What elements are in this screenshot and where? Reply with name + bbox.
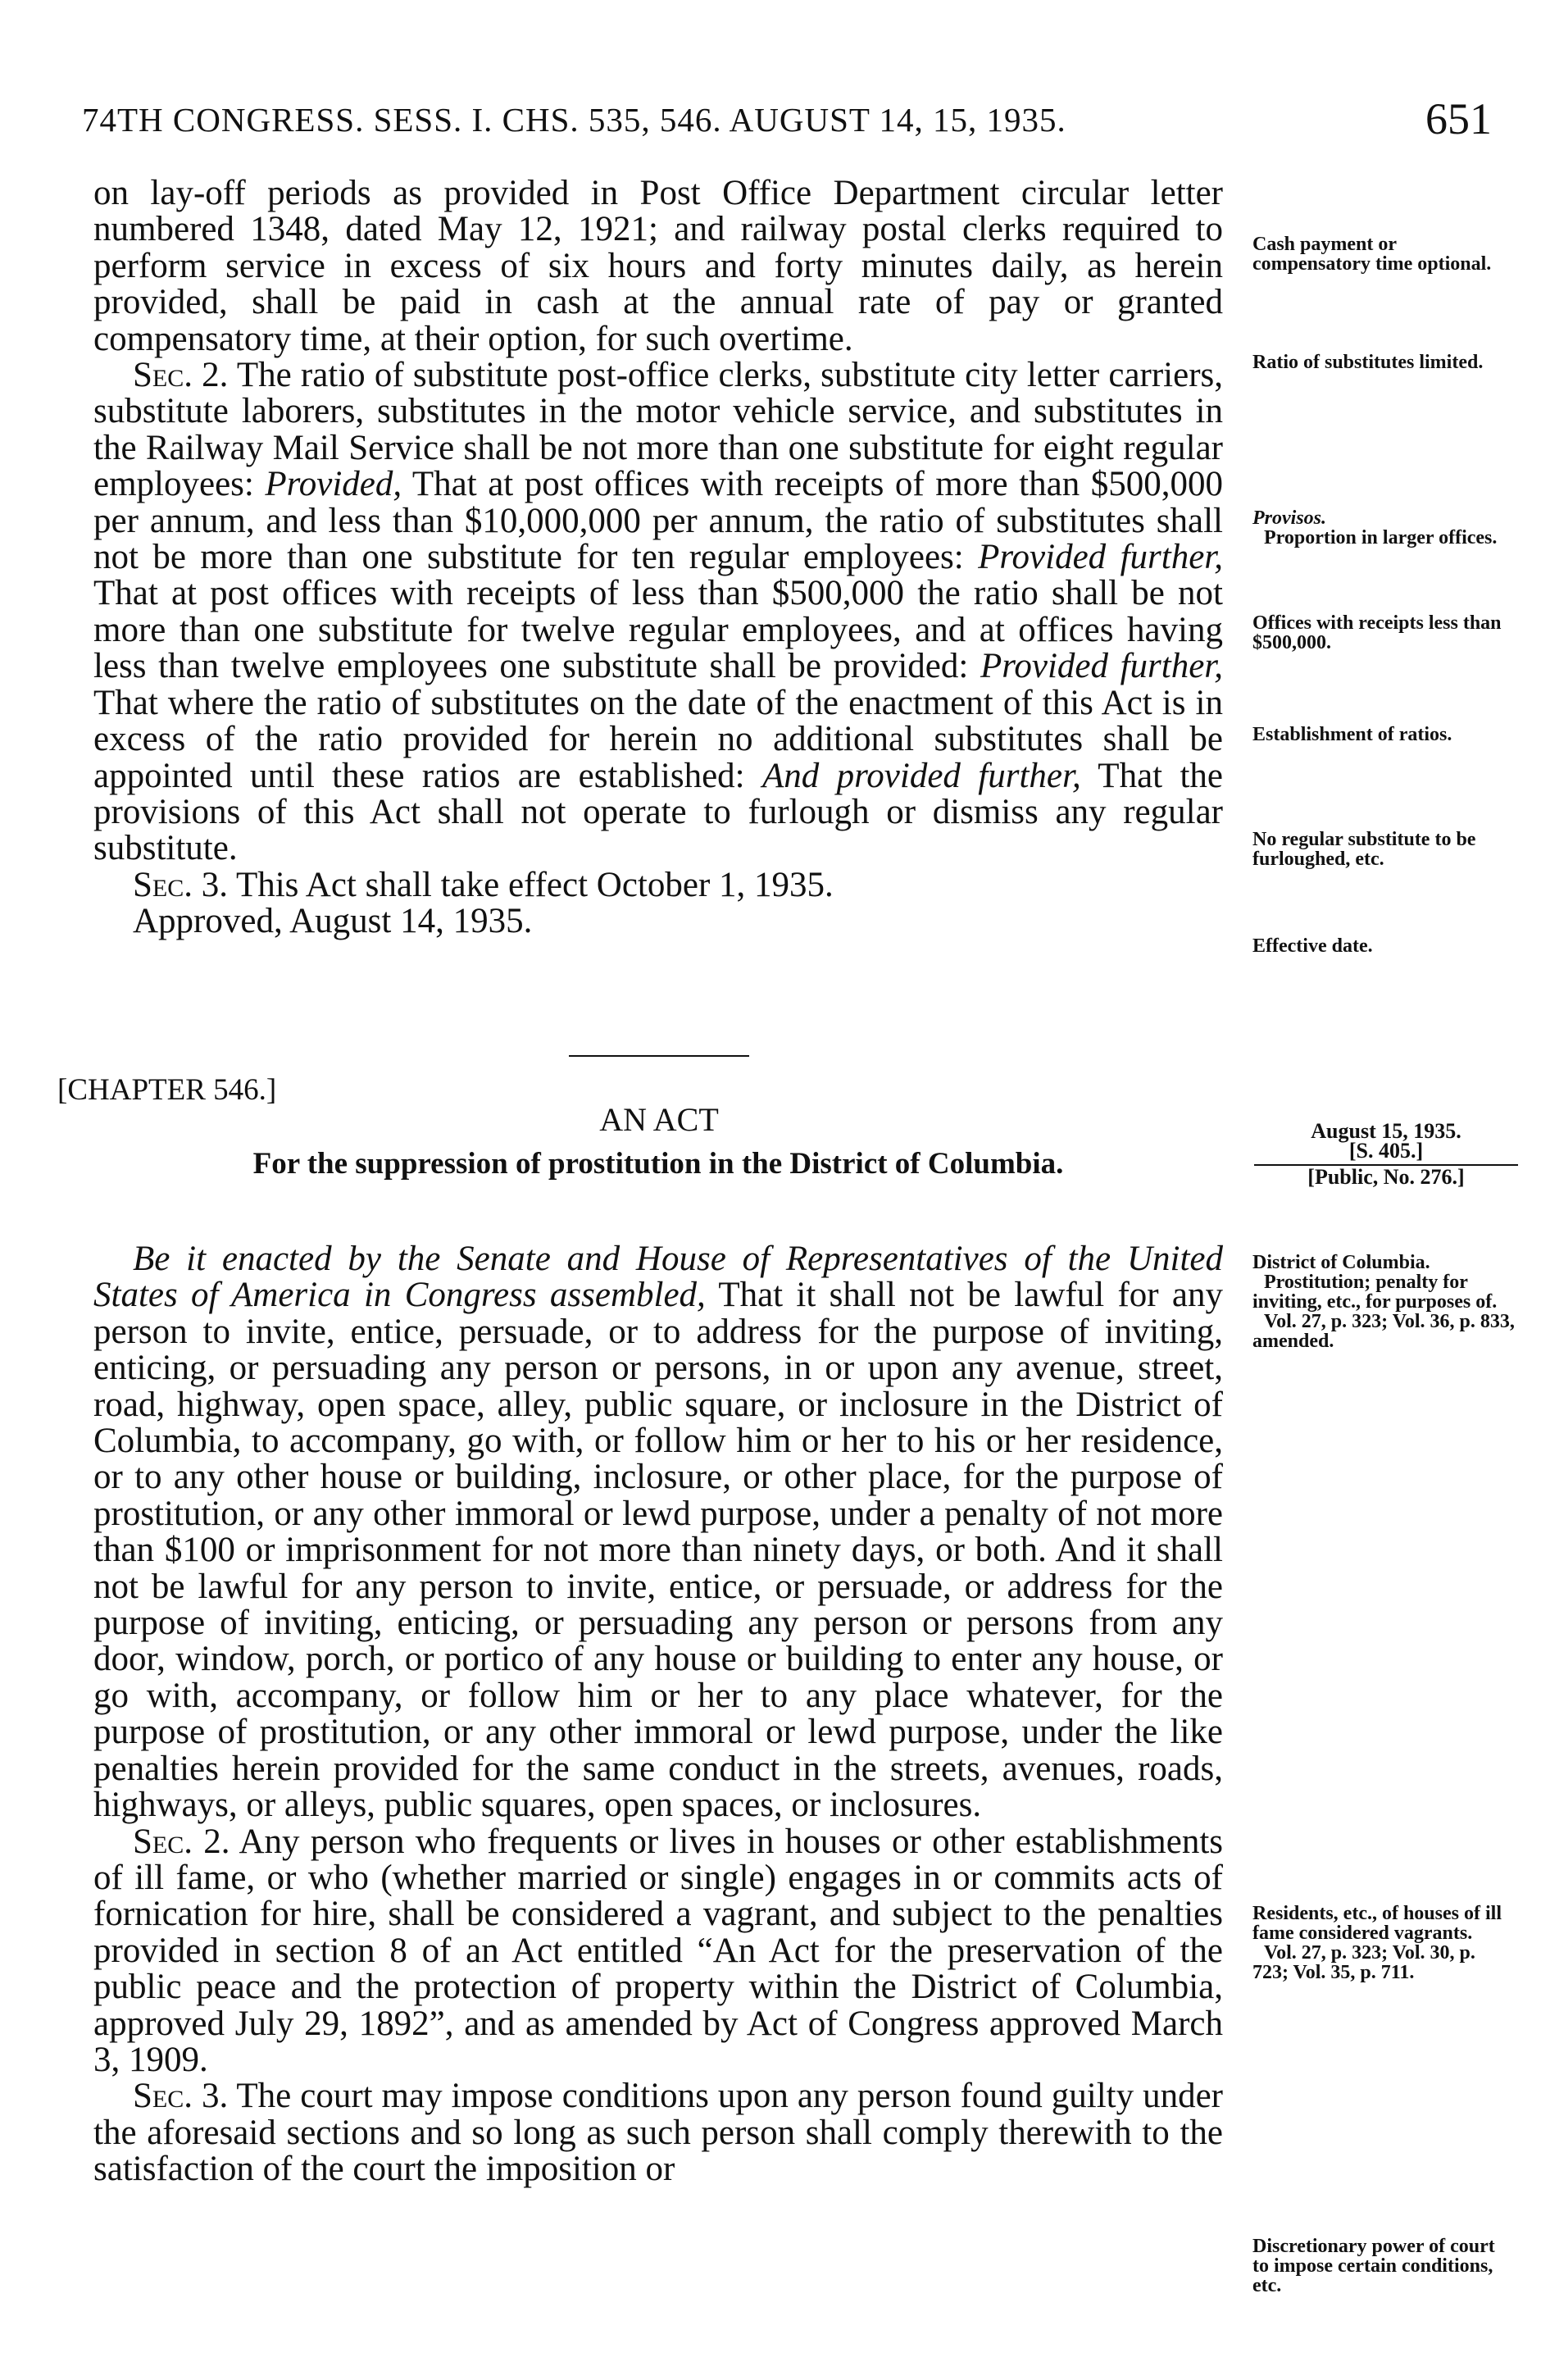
- ch546-section-2-paragraph: [93, 1824, 1223, 2079]
- section-3-label: Sec. 3.: [133, 865, 228, 904]
- margin-note-establishment: Establishment of ratios.: [1252, 724, 1452, 745]
- proviso-1: Provided,: [265, 465, 402, 504]
- chapter-divider-rule: [569, 1055, 749, 1057]
- proviso-4: And provided further,: [762, 756, 1081, 795]
- margin-note-vol-refs-1: Vol. 27, p. 323; Vol. 36, p. 833, amended.: [1252, 1311, 1515, 1352]
- margin-note-offices: Offices with receipts less than $500,000.: [1252, 612, 1502, 653]
- section-2-text-d: That where the ratio of substitutes on the date of the enactment of this Act is in excess of the ratio provided for herein no additional substitutes shall be appointed until these ratios are established:: [93, 683, 1223, 795]
- approved-line: Approved, August 14, 1935.: [133, 902, 533, 941]
- enacting-clause: Be it enacted by the Senate and House of Representatives of the United States of America in Congress assembled,: [93, 1240, 1223, 1315]
- chapter-label: [CHAPTER 546.]: [57, 1073, 277, 1107]
- public-law-number: [Public, No. 276.]: [1307, 1165, 1465, 1189]
- proviso-3: Provided further,: [980, 647, 1224, 686]
- ch546-section-3-text: The court may impose conditions upon any person found guilty under the aforesaid sections and so long as such person shall comply therewith to the satisfaction of the court the imposition or: [93, 2077, 1223, 2189]
- running-title: 74TH CONGRESS. SESS. I. CHS. 535, 546. AUGUST 14, 15, 1935.: [82, 101, 1066, 139]
- section-3-text: This Act shall take effect October 1, 1935.: [228, 865, 834, 904]
- margin-note-discretionary: Discretionary power of court to impose certain conditions, etc.: [1252, 2236, 1495, 2296]
- margin-note-ratio: Ratio of substitutes limited.: [1252, 352, 1484, 373]
- section-2-label: Sec. 2.: [133, 356, 229, 395]
- section-3-paragraph: [93, 867, 1223, 903]
- act-metadata: [1254, 1119, 1518, 1189]
- section-2-text-c: That at post offices with receipts of less than $500,000 the ratio shall be not more than one substitute for twelve regular employees, and at offices having less than twelve employees one substitute shall be provided:: [93, 574, 1223, 686]
- margin-note-effective: Effective date.: [1252, 935, 1373, 957]
- margin-note-no-regular: No regular substitute to be furloughed, etc.: [1252, 829, 1476, 870]
- act-date: August 15, 1935.: [1311, 1119, 1461, 1143]
- running-header: [82, 94, 1492, 157]
- chapter-535-text: [93, 175, 1223, 940]
- act-purpose: For the suppression of prostitution in the District of Columbia.: [252, 1147, 1064, 1181]
- section-1-text: That it shall not be lawful for any person to invite, entice, persuade, or to address for the purpose of inviting, enticing, or persuading any person or persons, in or upon any avenue, street, road, highway, open space, alley, public square, or inclosure in the District of Columbia, to accompany, go with, or follow him or her to his or her residence, or to any other house or building, inclosure, or other place, for the purpose of prostitution, or any other immoral or lewd purpose, under a penalty of not more than $100 or imprisonment for not more than ninety days, or both. And it shall not be lawful for any person to invite, entice, or persuade, or address for the purpose of inviting, enticing, or persuading any person or persons from any door, window, porch, or portico of any house or building to enter any house, or go with, accompany, or follow him or her to any place whatever, for the purpose of prostitution, or any other immoral or lewd purpose, under the like penalties herein provided for the same conduct in the streets, avenues, roads, highways, or alleys, public squares, open spaces, or inclosures.: [93, 1276, 1223, 1825]
- section-2-paragraph: [93, 357, 1223, 867]
- margin-note-residents-text: Residents, etc., of houses of ill fame considered vagrants.: [1252, 1903, 1502, 1944]
- ch546-section-3-paragraph: [93, 2078, 1223, 2187]
- margin-note-cash: Cash payment or compensatory time optional.: [1252, 234, 1492, 275]
- paragraph-cash-payment: on lay-off periods as provided in Post Office Department circular letter numbered 1348, dated May 12, 1921; and railway postal clerks required to perform service in excess of six hours and forty minutes daily, as herein provided, shall be paid in cash at the annual rate of pay or granted compensatory time, at their option, for such overtime.: [93, 174, 1223, 358]
- enacting-paragraph: [93, 1241, 1223, 1824]
- chapter-546-text: [93, 1241, 1223, 2188]
- margin-note-residents: [1252, 1904, 1515, 1982]
- section-2-text-a: The ratio of substitute post-office clerks, substitute city letter carriers, substitute laborers, substitutes in the motor vehicle service, and substitutes in the Railway Mail Service shall be not more than one substitute for eight regular employees:: [93, 356, 1223, 504]
- margin-note-provisos-text: Proportion in larger offices.: [1264, 527, 1498, 548]
- senate-bill: [S. 405.]: [1348, 1139, 1424, 1163]
- margin-note-dc-head: District of Columbia.: [1252, 1252, 1430, 1273]
- margin-note-prostitution: Prostitution; penalty for inviting, etc., for purposes of.: [1252, 1272, 1498, 1313]
- page-number: 651: [1425, 94, 1492, 143]
- ch546-section-3-label: Sec. 3.: [133, 2077, 229, 2116]
- margin-note-provisos-head: Provisos.: [1252, 507, 1326, 529]
- act-title: AN ACT: [599, 1101, 719, 1138]
- margin-note-provisos: [1252, 508, 1515, 548]
- ch546-section-2-label: Sec. 2.: [133, 1822, 230, 1861]
- margin-note-dc: [1252, 1253, 1515, 1351]
- section-2-text-b: That at post offices with receipts of more than $500,000 per annum, and less than $10,000,000 per annum, the ratio of substitutes shall not be more than one substitute for ten regular employees:: [93, 465, 1223, 577]
- ch546-section-2-text: Any person who frequents or lives in houses or other establishments of ill fame, or who (whether married or single) engages in or commits acts of fornication for hire, shall be considered a vagrant, and subject to the penalties provided in section 8 of an Act entitled “An Act for the preservation of the public peace and the protection of property within the District of Columbia, approved July 29, 1892”, and as amended by Act of Congress approved March 3, 1909.: [93, 1822, 1223, 2079]
- section-2-text-e: That the provisions of this Act shall not operate to furlough or dismiss any regular substitute.: [93, 756, 1224, 868]
- margin-note-vol-refs-2: Vol. 27, p. 323; Vol. 30, p. 723; Vol. 35, p. 711.: [1252, 1942, 1475, 1983]
- proviso-2: Provided further,: [978, 538, 1223, 577]
